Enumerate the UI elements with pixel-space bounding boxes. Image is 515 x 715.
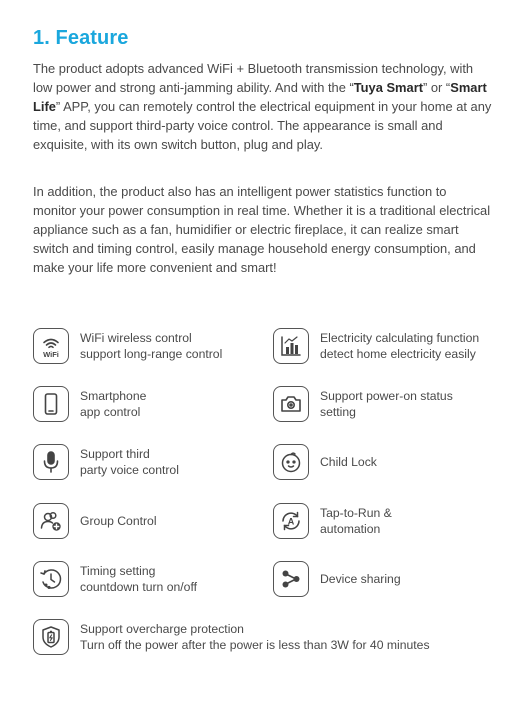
- feature-overcharge-text: [80, 621, 430, 653]
- intro-paragraph: [33, 60, 493, 155]
- wifi-icon: [33, 328, 69, 364]
- feature-child-lock-line1: Child Lock: [320, 455, 377, 469]
- camera-settings-icon: [273, 386, 309, 422]
- intro-text-3: ” APP, you can remotely control the electrical equipment in your home at any time, and support third-party voice control. The appearance is small and exquisite, with its own switch button, plug and play.: [33, 98, 492, 152]
- intro-text-2: ” or “: [423, 79, 451, 95]
- feature-tap-to-run-line2: automation: [320, 522, 381, 536]
- feature-sharing: [273, 561, 401, 597]
- feature-power-on-text: [320, 388, 453, 420]
- feature-tap-to-run: [273, 503, 392, 539]
- intro-text-1: The product adopts advanced WiFi + Bluetooth transmission technology, with low power and strong anti-jamming ability. And with the “: [33, 61, 474, 95]
- brand-tuya-smart: Tuya Smart: [353, 79, 423, 95]
- baby-face-icon: [273, 444, 309, 480]
- feature-tap-to-run-text: [320, 505, 392, 537]
- feature-wifi: [33, 328, 222, 364]
- feature-smartphone-line1: Smartphone: [80, 389, 147, 403]
- feature-voice-line2: party voice control: [80, 463, 179, 477]
- svg-text:A: A: [287, 516, 295, 527]
- microphone-icon: [33, 444, 69, 480]
- power-statistics-paragraph: In addition, the product also has an intelligent power statistics function to monitor your power consumption in real time. Whether it is a traditional electrical appliance such as a fan, humidifier or electric fireplace, it can realize smart switch and timing control, easily manage household energy consumption, and make your life more convenient and smart!: [33, 184, 491, 275]
- feature-electricity-line1: Electricity calculating function: [320, 331, 480, 345]
- feature-tap-to-run-line1: Tap-to-Run &: [320, 506, 392, 520]
- feature-group: [33, 503, 157, 539]
- smartphone-icon: [33, 386, 69, 422]
- brand-smart-life: Smart Life: [33, 79, 487, 114]
- feature-electricity-line2: detect home electricity easily: [320, 347, 476, 361]
- feature-child-lock-text: [320, 454, 377, 470]
- battery-protection-icon: [33, 619, 69, 655]
- feature-smartphone-line2: app control: [80, 405, 141, 419]
- feature-timing-line2: countdown turn on/off: [80, 580, 197, 594]
- feature-wifi-line1: WiFi wireless control: [80, 331, 192, 345]
- feature-smartphone: [33, 386, 146, 422]
- group-add-icon: [33, 503, 69, 539]
- feature-sharing-text: [320, 571, 401, 587]
- feature-power-on-line1: Support power-on status: [320, 389, 453, 403]
- feature-overcharge-line2: Turn off the power after the power is less than 3W for 40 minutes: [80, 638, 430, 652]
- feature-electricity: [273, 328, 479, 364]
- section-heading: 1. Feature: [33, 27, 129, 49]
- feature-group-text: [80, 513, 157, 529]
- feature-power-on-line2: setting: [320, 405, 356, 419]
- feature-electricity-text: [320, 330, 479, 362]
- feature-overcharge: [33, 619, 430, 655]
- feature-wifi-line2: support long-range control: [80, 347, 223, 361]
- feature-wifi-text: [80, 330, 222, 362]
- feature-overcharge-line1: Support overcharge protection: [80, 622, 244, 636]
- feature-timing-line1: Timing setting: [80, 564, 156, 578]
- automation-icon: [273, 503, 309, 539]
- feature-voice-text: [80, 446, 179, 478]
- bar-chart-icon: [273, 328, 309, 364]
- wifi-icon-label: WiFi: [43, 350, 59, 359]
- feature-child-lock: [273, 444, 377, 480]
- feature-voice: [33, 444, 179, 480]
- feature-smartphone-text: [80, 388, 146, 420]
- feature-sharing-line1: Device sharing: [320, 572, 401, 586]
- feature-power-on: [273, 386, 453, 422]
- feature-timing: [33, 561, 197, 597]
- timer-icon: [33, 561, 69, 597]
- feature-timing-text: [80, 563, 197, 595]
- feature-group-line1: Group Control: [80, 514, 157, 528]
- share-icon: [273, 561, 309, 597]
- feature-voice-line1: Support third: [80, 447, 150, 461]
